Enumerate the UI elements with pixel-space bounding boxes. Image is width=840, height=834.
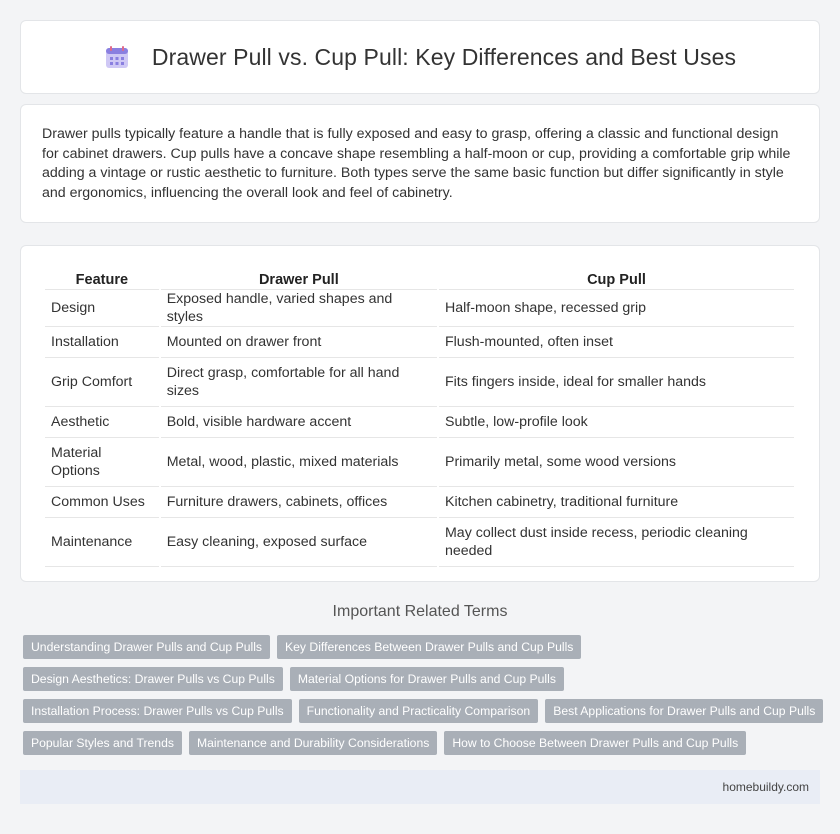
feature-cell: Maintenance — [45, 518, 159, 567]
table-row — [45, 518, 794, 567]
comparison-table-card — [20, 245, 820, 582]
table-row — [45, 487, 794, 518]
feature-cell: Aesthetic — [45, 407, 159, 438]
tag-row — [23, 667, 823, 691]
comparison-table — [43, 264, 796, 567]
cup-pull-cell: Half-moon shape, recessed grip — [439, 290, 794, 327]
footer — [20, 770, 820, 804]
drawer-pull-cell: Bold, visible hardware accent — [161, 407, 437, 438]
table-row — [45, 358, 794, 407]
drawer-pull-cell: Exposed handle, varied shapes and styles — [161, 290, 437, 327]
header-drawer-pull: Drawer Pull — [161, 264, 437, 290]
related-term-tag[interactable]: Popular Styles and Trends — [23, 731, 182, 755]
feature-cell: Common Uses — [45, 487, 159, 518]
related-terms-title: Important Related Terms — [332, 603, 508, 620]
header-feature: Feature — [45, 264, 159, 290]
table-header-row — [45, 264, 794, 290]
cup-pull-cell: Fits fingers inside, ideal for smaller hands — [439, 358, 794, 407]
related-term-tag[interactable]: Understanding Drawer Pulls and Cup Pulls — [23, 635, 270, 659]
cup-pull-cell: Kitchen cabinetry, traditional furniture — [439, 487, 794, 518]
related-term-tag[interactable]: Design Aesthetics: Drawer Pulls vs Cup Pulls — [23, 667, 283, 691]
header-cup-pull: Cup Pull — [439, 264, 794, 290]
table-row — [45, 290, 794, 327]
related-term-tag[interactable]: Installation Process: Drawer Pulls vs Cup Pulls — [23, 699, 292, 723]
cup-pull-cell: May collect dust inside recess, periodic cleaning needed — [439, 518, 794, 567]
related-term-tag[interactable]: Best Applications for Drawer Pulls and Cup Pulls — [545, 699, 823, 723]
calendar-icon — [104, 44, 130, 70]
table-row — [45, 407, 794, 438]
header-card — [20, 20, 820, 94]
intro-text: Drawer pulls typically feature a handle that is fully exposed and easy to grasp, offering a classic and functional design for cabinet drawers. Cup pulls have a concave shape resembling a half-moon or cup, providing a comfortable grip while adding a vintage or rustic aesthetic to furniture. Both types serve the same basic function but differ significantly in style and ergonomics, influencing the overall look and feel of cabinetry. — [42, 126, 791, 201]
drawer-pull-cell: Furniture drawers, cabinets, offices — [161, 487, 437, 518]
cup-pull-cell: Primarily metal, some wood versions — [439, 438, 794, 487]
drawer-pull-cell: Metal, wood, plastic, mixed materials — [161, 438, 437, 487]
drawer-pull-cell: Mounted on drawer front — [161, 327, 437, 358]
related-term-tag[interactable]: How to Choose Between Drawer Pulls and Cup Pulls — [444, 731, 746, 755]
drawer-pull-cell: Easy cleaning, exposed surface — [161, 518, 437, 567]
table-row — [45, 438, 794, 487]
tag-row — [23, 731, 823, 755]
related-term-tag[interactable]: Maintenance and Durability Considerations — [189, 731, 437, 755]
tag-row — [23, 635, 823, 659]
tag-row — [23, 699, 823, 723]
feature-cell: Grip Comfort — [45, 358, 159, 407]
related-term-tag[interactable]: Material Options for Drawer Pulls and Cup Pulls — [290, 667, 564, 691]
page-title: Drawer Pull vs. Cup Pull: Key Differences and Best Uses — [151, 43, 737, 70]
intro-card — [20, 104, 820, 223]
feature-cell: Design — [45, 290, 159, 327]
feature-cell: Material Options — [45, 438, 159, 487]
drawer-pull-cell: Direct grasp, comfortable for all hand sizes — [161, 358, 437, 407]
related-terms-tags — [23, 635, 823, 763]
related-term-tag[interactable]: Functionality and Practicality Comparison — [299, 699, 539, 723]
cup-pull-cell: Subtle, low-profile look — [439, 407, 794, 438]
related-term-tag[interactable]: Key Differences Between Drawer Pulls and Cup Pulls — [277, 635, 581, 659]
feature-cell: Installation — [45, 327, 159, 358]
footer-site-link[interactable]: homebuildy.com — [722, 780, 809, 794]
table-row — [45, 327, 794, 358]
cup-pull-cell: Flush-mounted, often inset — [439, 327, 794, 358]
